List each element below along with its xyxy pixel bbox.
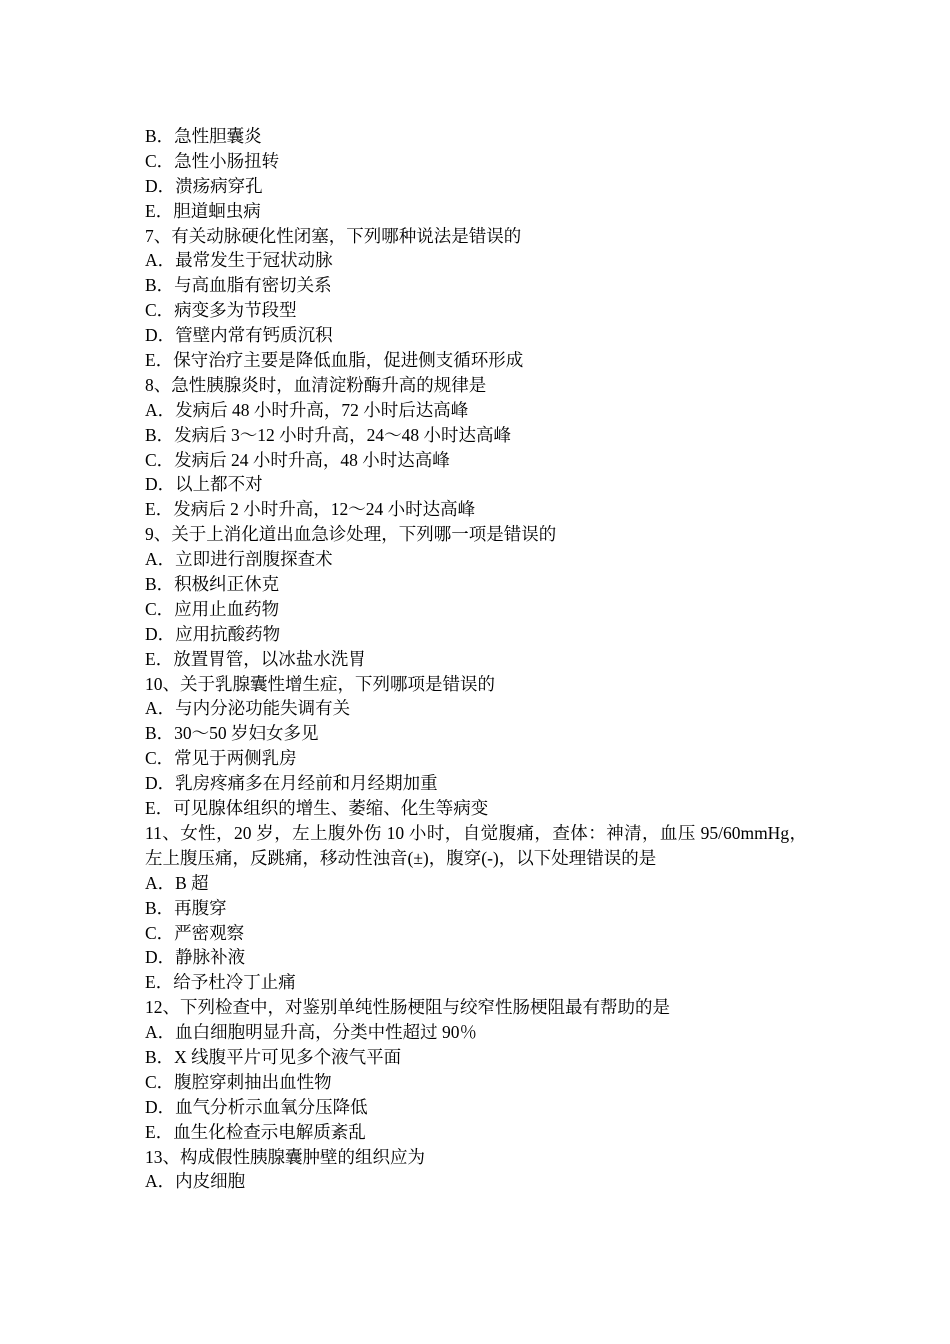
- option-d-text: D．以上都不对: [145, 474, 263, 495]
- option-d-text: D．血气分析示血氧分压降低: [145, 1096, 368, 1117]
- option-a-text: A．B 超: [145, 872, 209, 893]
- question-7-text: 7、有关动脉硬化性闭塞，下列哪种说法是错误的: [145, 225, 522, 246]
- option-d-text: D．乳房疼痛多在月经前和月经期加重: [145, 773, 438, 794]
- option-b-text: B．急性胆囊炎: [145, 126, 262, 146]
- question-13-text: 13、构成假性胰腺囊肿壁的组织应为: [145, 1146, 425, 1167]
- option-a-text: A．最常发生于冠状动脉: [145, 250, 333, 271]
- option-a-text: A．发病后 48 小时升高，72 小时后达高峰: [145, 399, 469, 420]
- option-a-text: A．血白细胞明显升高，分类中性超过 90％: [145, 1022, 478, 1043]
- option-b-text: B．再腹穿: [145, 897, 227, 918]
- option-e-text: E．保守治疗主要是降低血脂，促进侧支循环形成: [145, 350, 524, 371]
- option-c-text: C．病变多为节段型: [145, 300, 297, 321]
- option-e-text: E．发病后 2 小时升高，12～24 小时达高峰: [145, 499, 476, 520]
- option-d-text: D．溃疡病穿孔: [145, 175, 263, 196]
- option-d-text: D．静脉补液: [145, 947, 246, 968]
- option-c-text: C．急性小肠扭转: [145, 150, 280, 171]
- option-e-text: E．可见腺体组织的增生、萎缩、化生等病变: [145, 798, 489, 819]
- option-b-text: B．发病后 3～12 小时升高，24～48 小时达高峰: [145, 424, 512, 445]
- question-10-text: 10、关于乳腺囊性增生症，下列哪项是错误的: [145, 673, 495, 694]
- option-d-text: D．管壁内常有钙质沉积: [145, 325, 333, 346]
- option-b-text: B．与高血脂有密切关系: [145, 275, 332, 296]
- option-c-text: C．常见于两侧乳房: [145, 748, 297, 769]
- option-a-text: A．立即进行剖腹探查术: [145, 549, 333, 570]
- option-c-text: C．严密观察: [145, 922, 245, 943]
- option-b-text: B．30～50 岁妇女多见: [145, 723, 319, 744]
- document-page: [145, 124, 807, 1194]
- option-e-text: E．血生化检查示电解质紊乱: [145, 1121, 366, 1142]
- question-11-text: 11、女性，20 岁，左上腹外伤 10 小时，自觉腹痛，查体：神清，血压 95/60mmHg，左上腹压痛，反跳痛，移动性浊音(±)，腹穿(-)，以下处理错误的是: [145, 822, 807, 868]
- option-b-text: B．积极纠正休克: [145, 574, 280, 595]
- option-c-text: C．应用止血药物: [145, 598, 280, 619]
- option-c-text: C．腹腔穿刺抽出血性物: [145, 1071, 332, 1092]
- question-12-text: 12、下列检查中，对鉴别单纯性肠梗阻与绞窄性肠梗阻最有帮助的是: [145, 997, 670, 1018]
- question-9-text: 9、关于上消化道出血急诊处理，下列哪一项是错误的: [145, 524, 557, 545]
- option-b-text: B．X 线腹平片可见多个液气平面: [145, 1046, 402, 1067]
- option-d-text: D．应用抗酸药物: [145, 623, 281, 644]
- option-e-text: E．放置胃管，以冰盐水洗胃: [145, 648, 366, 669]
- option-a-text: A．与内分泌功能失调有关: [145, 698, 351, 719]
- option-e-text: E．胆道蛔虫病: [145, 200, 261, 221]
- option-c-text: C．发病后 24 小时升高，48 小时达高峰: [145, 449, 450, 470]
- option-e-text: E．给予杜冷丁止痛: [145, 972, 296, 993]
- option-a-text: A．内皮细胞: [145, 1171, 246, 1192]
- question-8-text: 8、急性胰腺炎时，血清淀粉酶升高的规律是: [145, 374, 487, 395]
